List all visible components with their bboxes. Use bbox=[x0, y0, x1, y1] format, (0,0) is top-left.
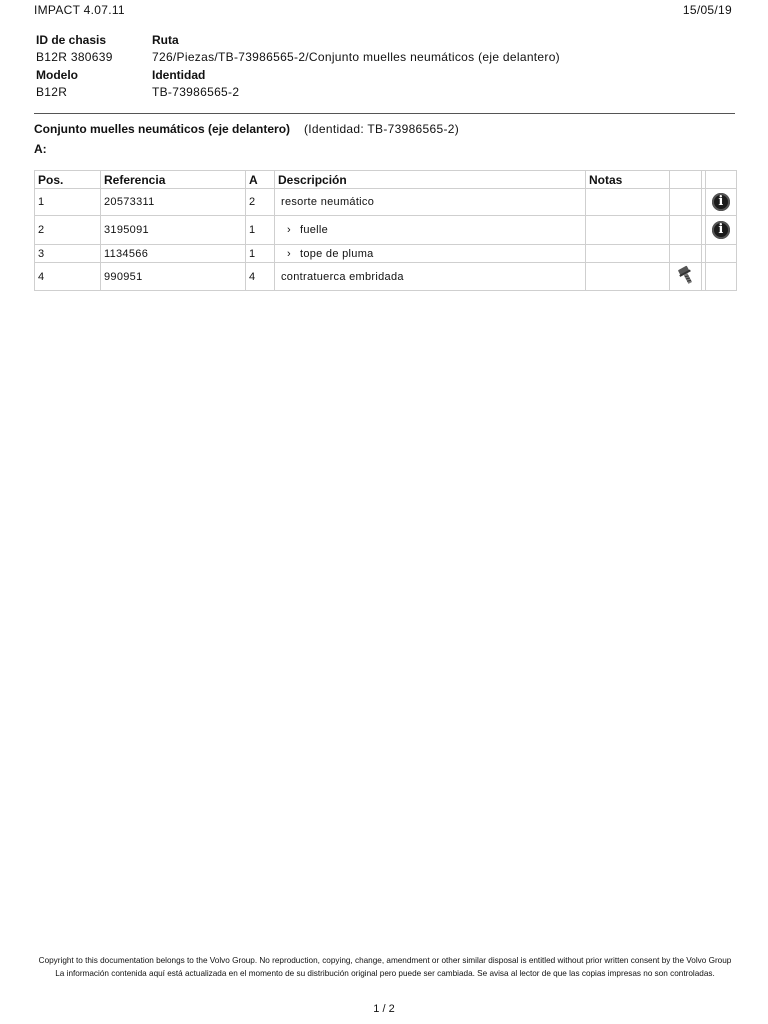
info-icon[interactable]: i bbox=[712, 193, 730, 211]
model-value: B12R bbox=[36, 85, 68, 99]
row-pos: 3 bbox=[35, 245, 101, 263]
row-description-cell bbox=[275, 216, 586, 245]
parts-table bbox=[34, 170, 737, 291]
row-description: tope de pluma bbox=[299, 247, 374, 260]
table-row bbox=[35, 216, 737, 245]
row-reference: 3195091 bbox=[101, 216, 246, 245]
row-pos: 2 bbox=[35, 216, 101, 245]
row-reference: 20573311 bbox=[101, 189, 246, 216]
row-reference: 990951 bbox=[101, 263, 246, 291]
col-description: Descripción bbox=[275, 171, 586, 189]
col-image bbox=[670, 171, 702, 189]
identity-value: TB-73986565-2 bbox=[152, 85, 240, 99]
row-notes bbox=[586, 245, 670, 263]
update-notice: La información contenida aquí está actualizada en el momento de su distribución original pero puede ser cambiada. Se avisa al lector de que las copias impresas no son controladas. bbox=[55, 968, 715, 978]
row-qty: 1 bbox=[246, 245, 275, 263]
table-header-row bbox=[35, 171, 737, 189]
route-label: Ruta bbox=[152, 33, 179, 47]
row-description: resorte neumático bbox=[275, 189, 586, 216]
footer-notice bbox=[34, 955, 736, 980]
chassis-value: B12R 380639 bbox=[36, 50, 113, 64]
col-reference: Referencia bbox=[101, 171, 246, 189]
row-info-cell bbox=[706, 189, 737, 216]
row-qty: 4 bbox=[246, 263, 275, 291]
row-info-cell bbox=[706, 245, 737, 263]
section-a-label: A: bbox=[34, 142, 47, 156]
row-description: fuelle bbox=[299, 224, 329, 236]
table-row bbox=[35, 263, 737, 291]
model-label: Modelo bbox=[36, 68, 78, 82]
row-description-cell bbox=[275, 245, 586, 263]
row-description: contratuerca embridada bbox=[275, 263, 586, 291]
row-notes bbox=[586, 189, 670, 216]
row-reference: 1134566 bbox=[101, 245, 246, 263]
row-image-cell bbox=[670, 263, 702, 291]
row-notes bbox=[586, 263, 670, 291]
chassis-label: ID de chasis bbox=[36, 33, 107, 47]
table-row bbox=[35, 245, 737, 263]
row-qty: 1 bbox=[246, 216, 275, 245]
col-pos: Pos. bbox=[35, 171, 101, 189]
col-qty: A bbox=[246, 171, 275, 189]
row-info-cell bbox=[706, 263, 737, 291]
info-icon[interactable]: i bbox=[712, 221, 730, 239]
row-image-cell bbox=[670, 245, 702, 263]
page-number: 1 / 2 bbox=[373, 1003, 395, 1015]
row-notes bbox=[586, 216, 670, 245]
row-qty: 2 bbox=[246, 189, 275, 216]
bolt-thumbnail[interactable] bbox=[678, 264, 694, 286]
sub-item-marker: › bbox=[287, 224, 291, 236]
print-date: 15/05/19 bbox=[682, 3, 732, 17]
row-image-cell bbox=[670, 189, 702, 216]
sub-item-marker: › bbox=[287, 247, 291, 260]
copyright-notice: Copyright to this documentation belongs to the Volvo Group. No reproduction, copying, change, amendment or other similar disposal is entitled without prior written consent by the Volvo Group bbox=[38, 956, 732, 965]
col-info bbox=[706, 171, 737, 189]
header-divider bbox=[34, 113, 735, 114]
identity-label: Identidad bbox=[152, 68, 206, 82]
route-value: 726/Piezas/TB-73986565-2/Conjunto muelles neumáticos (eje delantero) bbox=[152, 50, 560, 64]
section-title: Conjunto muelles neumáticos (eje delantero) bbox=[34, 122, 291, 136]
section-identity: (Identidad: TB-73986565-2) bbox=[304, 122, 460, 136]
row-pos: 4 bbox=[35, 263, 101, 291]
row-image-cell bbox=[670, 216, 702, 245]
row-pos: 1 bbox=[35, 189, 101, 216]
col-notes: Notas bbox=[586, 171, 670, 189]
app-version: IMPACT 4.07.11 bbox=[34, 3, 125, 17]
row-info-cell bbox=[706, 216, 737, 245]
table-row bbox=[35, 189, 737, 216]
